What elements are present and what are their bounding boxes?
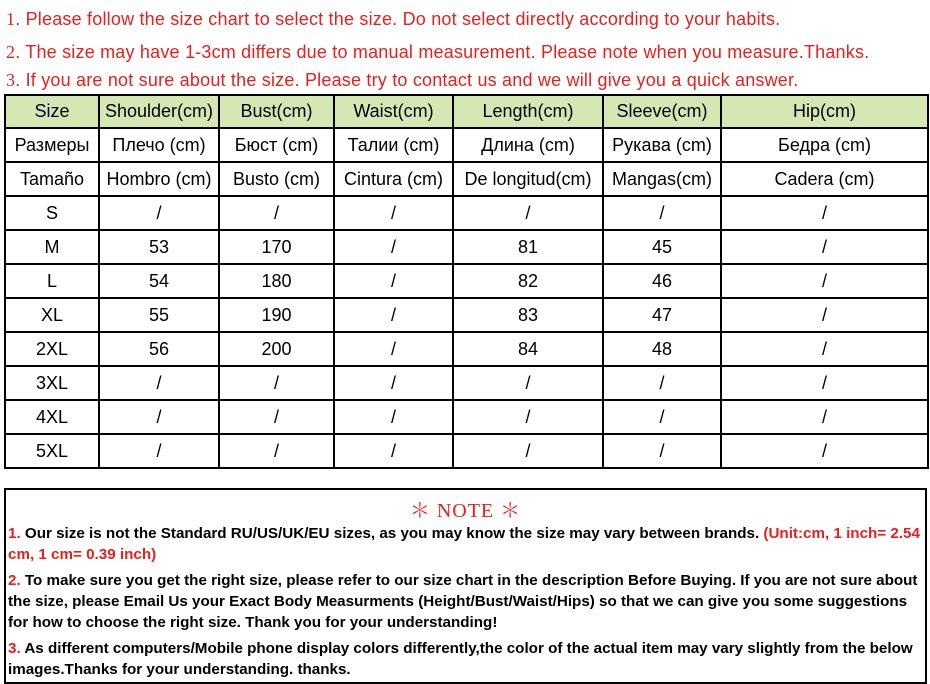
- top-note-3: [6, 70, 798, 91]
- note-text: Our size is not the Standard RU/US/UK/EU sizes, as you may know the size may vary between brands.: [20, 525, 760, 542]
- table-cell: /: [721, 434, 928, 468]
- table-cell: 48: [603, 332, 721, 366]
- table-cell: 46: [603, 264, 721, 298]
- top-note-text: . Please follow the size chart to select the size. Do not select directly according to your habits.: [15, 9, 781, 29]
- table-cell: Размеры: [5, 128, 99, 162]
- table-cell: 4XL: [5, 400, 99, 434]
- table-cell: De longitud(cm): [453, 162, 603, 196]
- note-unit: (Unit:cm, 1 inch= 2.54 cm, 1 cm= 0.39 inch): [8, 525, 920, 563]
- table-cell: L: [5, 264, 99, 298]
- table-cell: XL: [5, 298, 99, 332]
- table-cell: Length(cm): [453, 95, 603, 128]
- table-cell: 54: [99, 264, 219, 298]
- table-cell: /: [721, 230, 928, 264]
- table-cell: 53: [99, 230, 219, 264]
- table-cell: Size: [5, 95, 99, 128]
- table-cell: 200: [219, 332, 334, 366]
- table-cell: /: [453, 366, 603, 400]
- note-text: To make sure you get the right size, please refer to our size chart in the description Before Buying. If you are not sure about the size, please Email Us your Exact Body Measurments (Height/Bust/Waist/Hips) so that we can give you some suggestions for how to choose the right size. Thank you for your understanding!: [8, 572, 918, 631]
- table-cell: /: [334, 298, 453, 332]
- table-cell: 84: [453, 332, 603, 366]
- table-cell: 83: [453, 298, 603, 332]
- size-row-s: [5, 196, 928, 230]
- table-cell: Mangas(cm): [603, 162, 721, 196]
- table-cell: Длина (cm): [453, 128, 603, 162]
- table-cell: /: [453, 196, 603, 230]
- size-chart-table: [4, 94, 929, 469]
- size-row-m: [5, 230, 928, 264]
- table-cell: S: [5, 196, 99, 230]
- russian-header-row: [5, 128, 928, 162]
- table-cell: Талии (cm): [334, 128, 453, 162]
- table-cell: /: [721, 400, 928, 434]
- top-note-number: 3: [6, 70, 16, 90]
- table-cell: /: [334, 230, 453, 264]
- table-cell: /: [99, 400, 219, 434]
- table-cell: /: [334, 366, 453, 400]
- note-item-3: [8, 638, 920, 680]
- table-cell: /: [453, 400, 603, 434]
- table-cell: /: [99, 434, 219, 468]
- header-row: [5, 95, 928, 128]
- table-cell: Cadera (cm): [721, 162, 928, 196]
- table-cell: 3XL: [5, 366, 99, 400]
- table-cell: Waist(cm): [334, 95, 453, 128]
- note-number: 3.: [8, 640, 21, 657]
- table-cell: /: [721, 196, 928, 230]
- note-item-2: [8, 570, 920, 633]
- table-cell: /: [721, 366, 928, 400]
- table-cell: Hip(cm): [721, 95, 928, 128]
- spanish-header-row: [5, 162, 928, 196]
- table-cell: Плечо (cm): [99, 128, 219, 162]
- table-cell: /: [219, 434, 334, 468]
- table-cell: /: [334, 196, 453, 230]
- note-box: [4, 488, 927, 684]
- size-row-3xl: [5, 366, 928, 400]
- table-cell: M: [5, 230, 99, 264]
- table-cell: 2XL: [5, 332, 99, 366]
- table-cell: Busto (cm): [219, 162, 334, 196]
- table-cell: 45: [603, 230, 721, 264]
- table-cell: /: [453, 434, 603, 468]
- top-note-2: [6, 42, 869, 63]
- size-row-xl: [5, 298, 928, 332]
- table-cell: Shoulder(cm): [99, 95, 219, 128]
- size-row-4xl: [5, 400, 928, 434]
- table-cell: Bust(cm): [219, 95, 334, 128]
- table-cell: /: [99, 366, 219, 400]
- table-cell: Sleeve(cm): [603, 95, 721, 128]
- top-note-number: 1: [6, 9, 16, 29]
- table-cell: /: [334, 332, 453, 366]
- size-row-5xl: [5, 434, 928, 468]
- top-note-number: 2: [6, 42, 16, 62]
- table-cell: Бюст (cm): [219, 128, 334, 162]
- size-row-l: [5, 264, 928, 298]
- note-text: As different computers/Mobile phone display colors differently,the color of the actual item may vary slightly from the below images.Thanks for your understanding. thanks.: [8, 640, 913, 678]
- table-cell: /: [721, 332, 928, 366]
- table-cell: /: [603, 196, 721, 230]
- size-row-2xl: [5, 332, 928, 366]
- note-item-1: [8, 523, 920, 565]
- table-cell: 170: [219, 230, 334, 264]
- note-title: ＊ NOTE ＊: [409, 500, 522, 522]
- table-cell: 55: [99, 298, 219, 332]
- top-note-text: . If you are not sure about the size. Please try to contact us and we will give you a quick answer.: [15, 70, 799, 90]
- top-note-1: [6, 9, 780, 30]
- table-cell: 5XL: [5, 434, 99, 468]
- table-cell: /: [99, 196, 219, 230]
- table-cell: /: [603, 366, 721, 400]
- table-cell: 56: [99, 332, 219, 366]
- table-cell: /: [603, 400, 721, 434]
- note-number: 2.: [8, 572, 21, 589]
- top-note-text: . The size may have 1-3cm differs due to manual measurement. Please note when you measure.Thanks.: [15, 42, 870, 62]
- table-cell: /: [334, 400, 453, 434]
- table-cell: /: [334, 434, 453, 468]
- table-cell: 82: [453, 264, 603, 298]
- table-cell: Hombro (cm): [99, 162, 219, 196]
- table-cell: /: [334, 264, 453, 298]
- table-cell: /: [219, 400, 334, 434]
- table-cell: /: [219, 196, 334, 230]
- table-cell: 47: [603, 298, 721, 332]
- note-number: 1.: [8, 525, 21, 542]
- table-cell: 180: [219, 264, 334, 298]
- table-cell: /: [721, 298, 928, 332]
- table-cell: /: [603, 434, 721, 468]
- table-cell: /: [219, 366, 334, 400]
- table-cell: Tamaño: [5, 162, 99, 196]
- table-cell: /: [721, 264, 928, 298]
- table-cell: Рукава (cm): [603, 128, 721, 162]
- table-cell: Cintura (cm): [334, 162, 453, 196]
- table-cell: 190: [219, 298, 334, 332]
- table-cell: Бедра (cm): [721, 128, 928, 162]
- table-cell: 81: [453, 230, 603, 264]
